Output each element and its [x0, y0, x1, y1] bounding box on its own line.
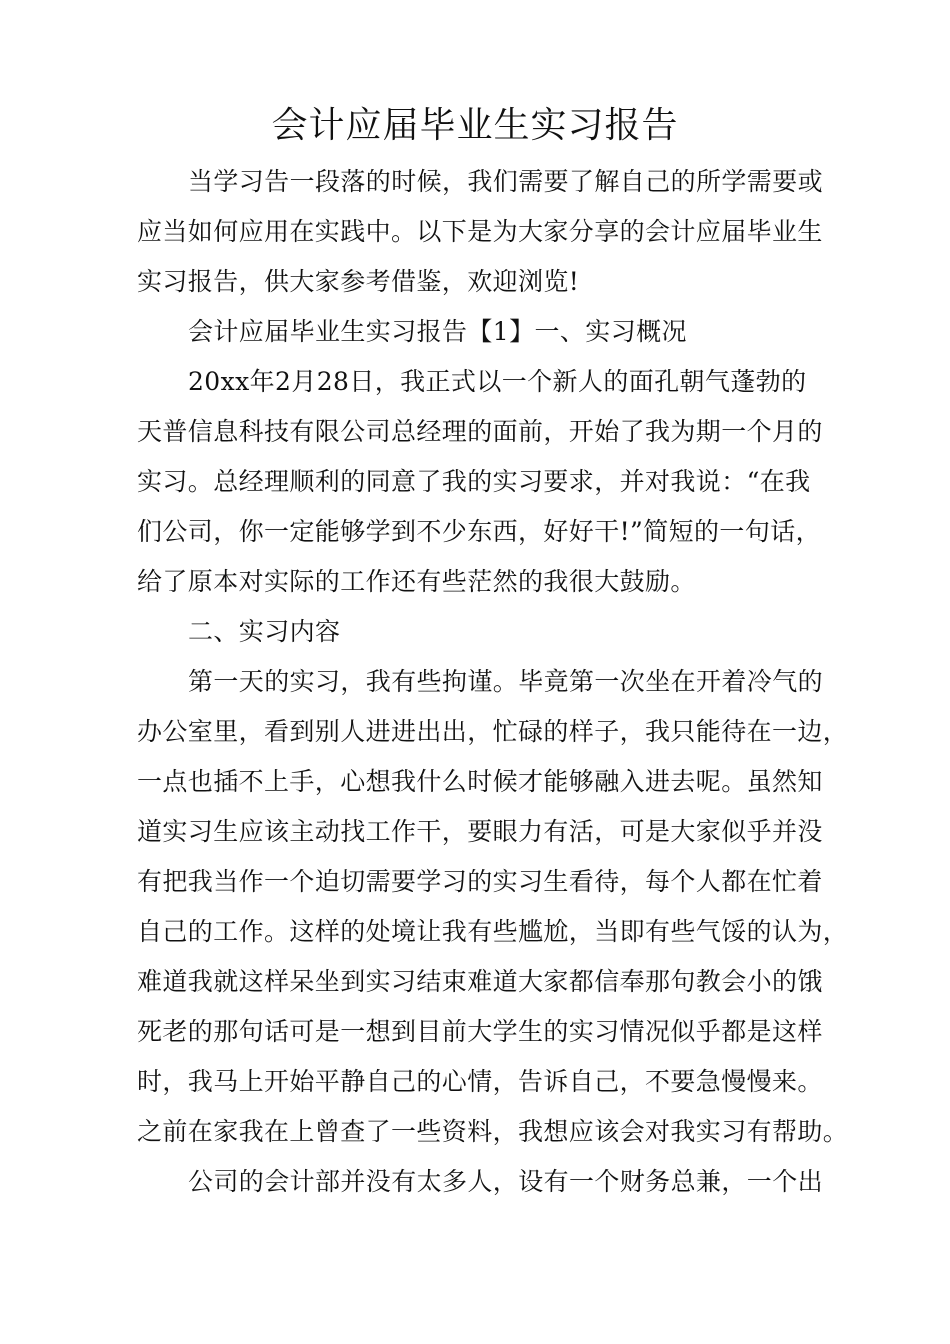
- paragraph-line: 之前在家我在上曾查了一些资料，我想应该会对我实习有帮助。: [137, 1117, 849, 1146]
- paragraph-line: 难道我就这样呆坐到实习结束难道大家都信奉那句教会小的饿: [137, 967, 823, 996]
- paragraph-line: 时，我马上开始平静自己的心情，告诉自己，不要急慢慢来。: [137, 1067, 823, 1096]
- paragraph-line: 天普信息科技有限公司总经理的面前，开始了我为期一个月的: [137, 417, 823, 446]
- paragraph-line: 给了原本对实际的工作还有些茫然的我很大鼓励。: [137, 567, 696, 596]
- paragraph-line: 应当如何应用在实践中。以下是为大家分享的会计应届毕业生: [137, 217, 823, 246]
- paragraph-line: 会计应届毕业生实习报告【1】一、实习概况: [188, 317, 687, 346]
- paragraph-line: 们公司，你一定能够学到不少东西，好好干!”简短的一句话，: [137, 517, 822, 546]
- paragraph-line: 20xx年2月28日，我正式以一个新人的面孔朝气蓬勃的: [188, 367, 807, 396]
- section-heading: 二、实习内容: [188, 617, 341, 646]
- paragraph-line: 第一天的实习，我有些拘谨。毕竟第一次坐在开着冷气的: [188, 667, 824, 696]
- paragraph-line: 有把我当作一个迫切需要学习的实习生看待，每个人都在忙着: [137, 867, 823, 896]
- paragraph-line: 死老的那句话可是一想到目前大学生的实习情况似乎都是这样: [137, 1017, 823, 1046]
- paragraph-line: 实习报告，供大家参考借鉴，欢迎浏览!: [137, 267, 580, 296]
- paragraph-line: 公司的会计部并没有太多人，设有一个财务总兼，一个出: [188, 1167, 824, 1196]
- paragraph-line: 当学习告一段落的时候，我们需要了解自己的所学需要或: [188, 167, 824, 196]
- paragraph-line: 一点也插不上手，心想我什么时候才能够融入进去呢。虽然知: [137, 767, 823, 796]
- paragraph-line: 自己的工作。这样的处境让我有些尴尬，当即有些气馁的认为，: [137, 917, 849, 946]
- document-title: 会计应届毕业生实习报告: [271, 105, 679, 146]
- paragraph-line: 实习。总经理顺利的同意了我的实习要求，并对我说：“在我: [137, 467, 811, 496]
- paragraph-line: 道实习生应该主动找工作干，要眼力有活，可是大家似乎并没: [137, 817, 823, 846]
- paragraph-line: 办公室里，看到别人进进出出，忙碌的样子，我只能待在一边，: [137, 717, 849, 746]
